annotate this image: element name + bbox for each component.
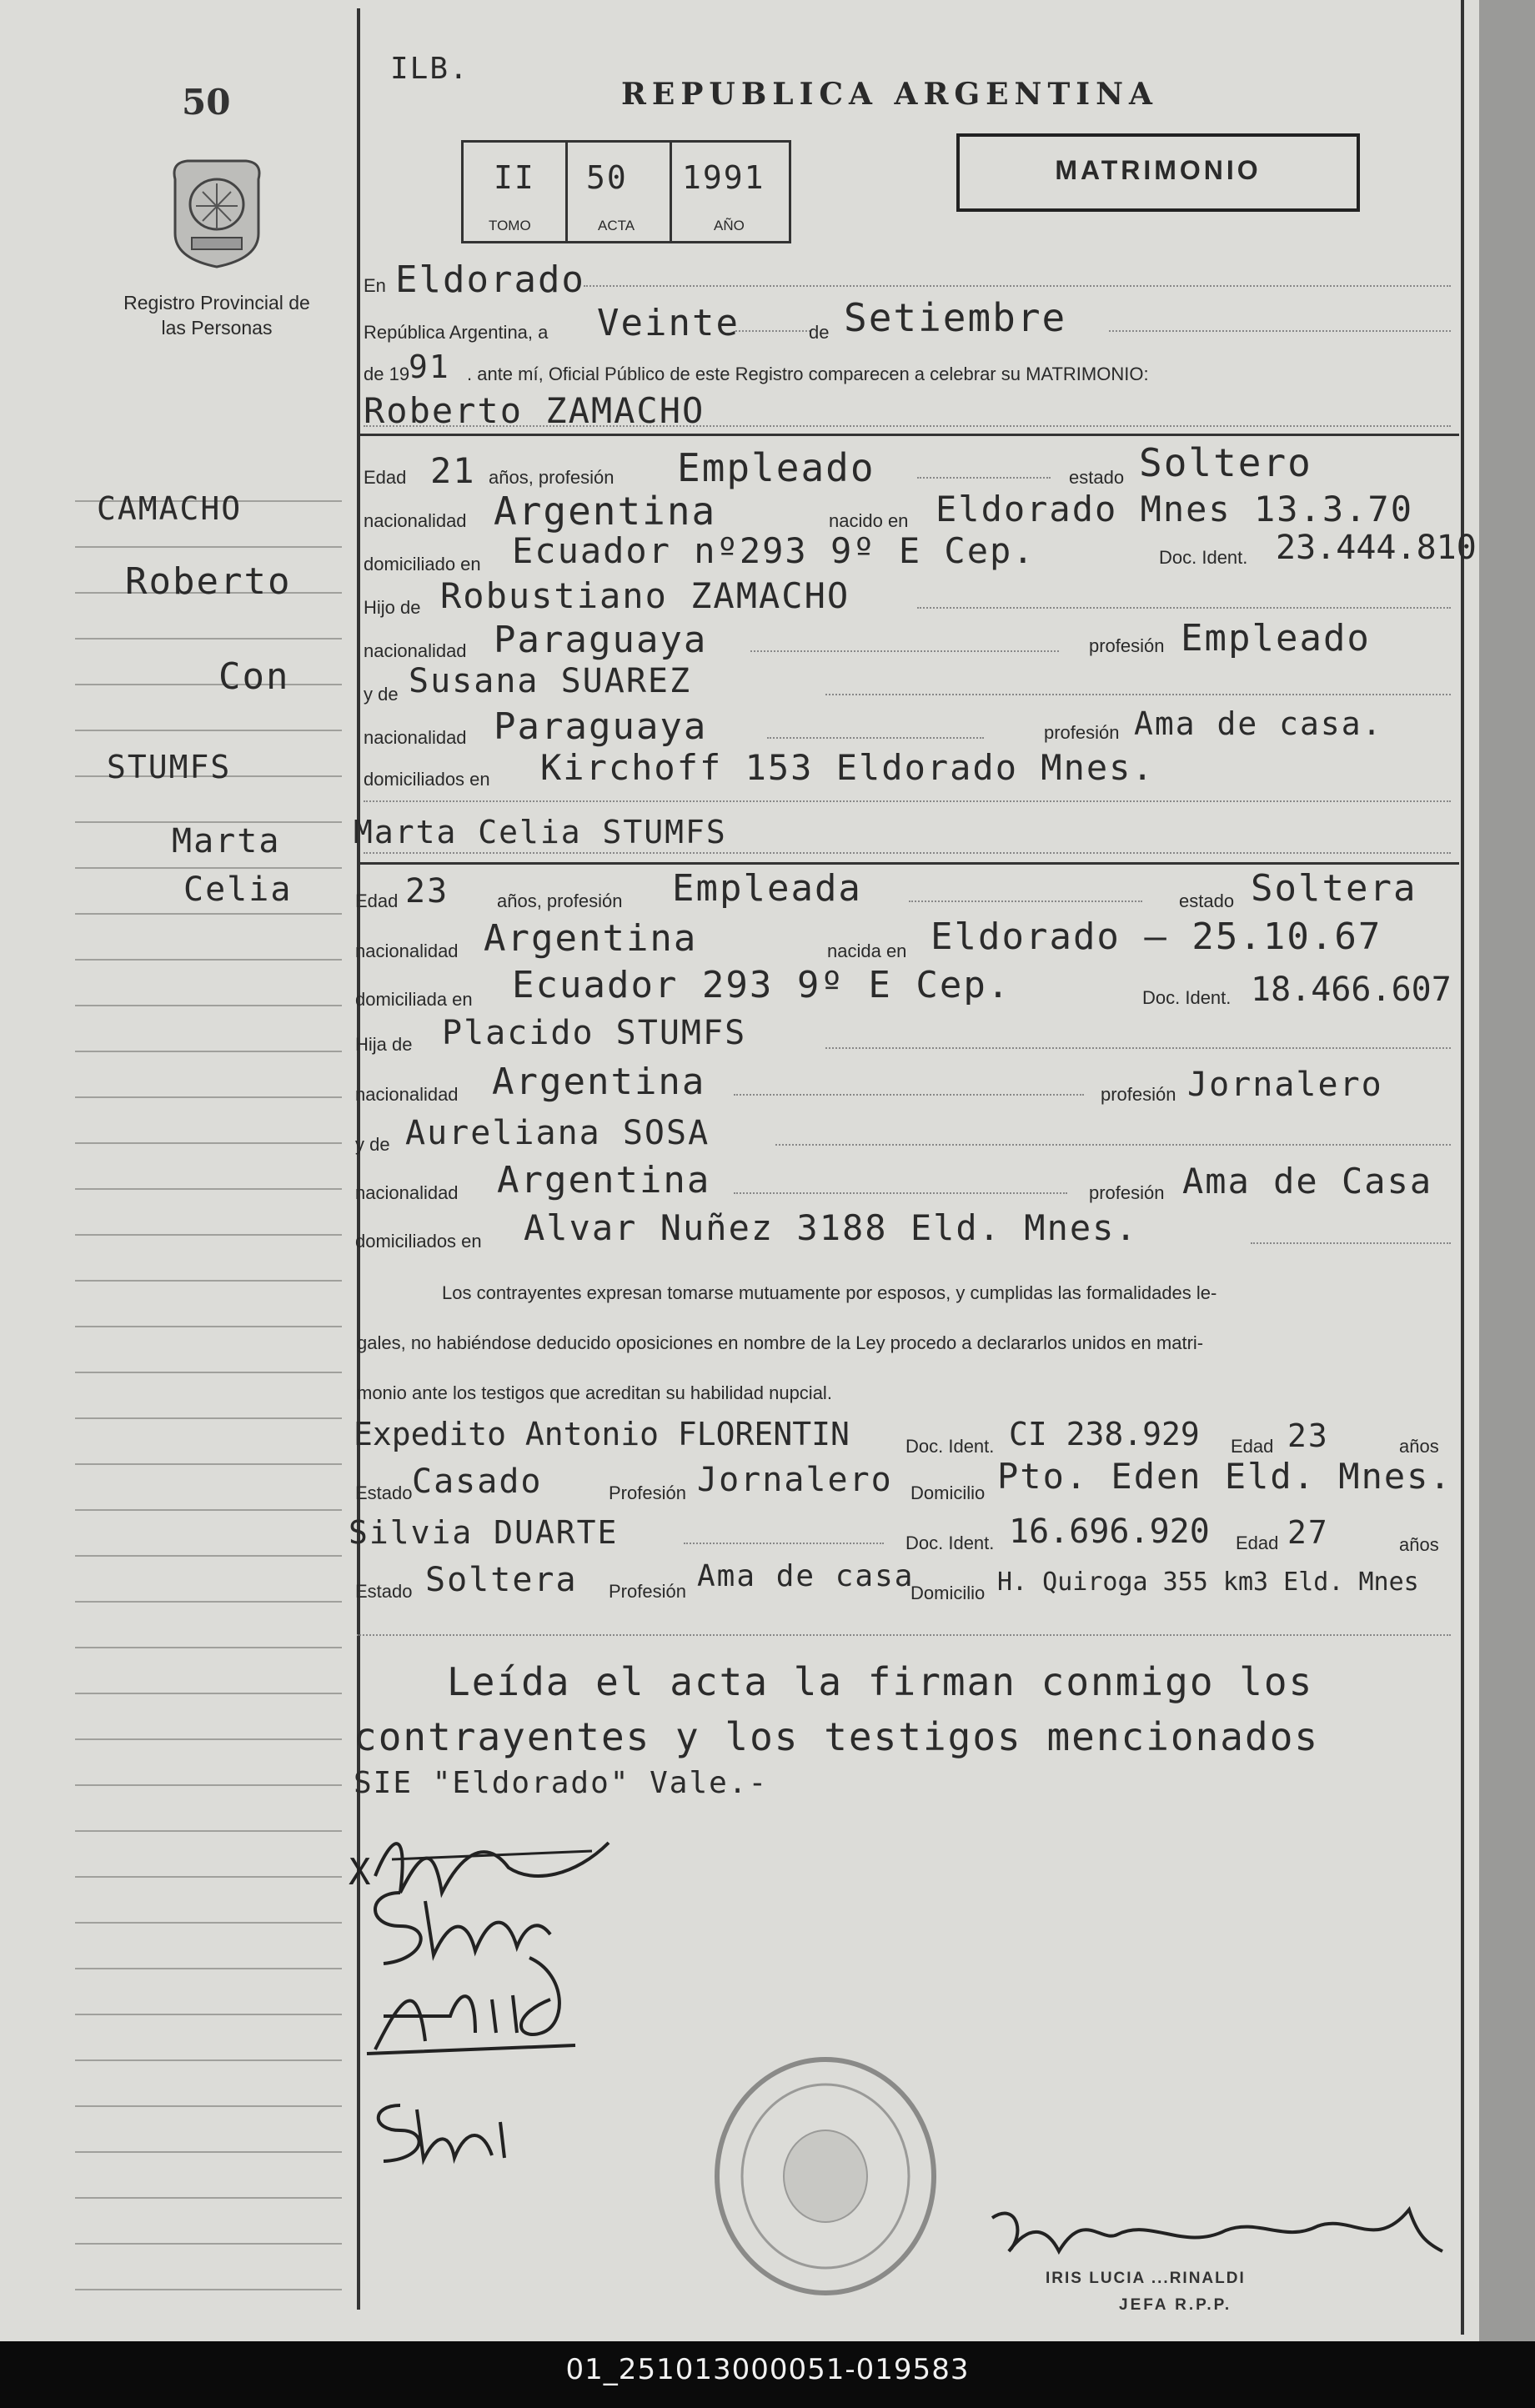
- margin-ruled-line: [75, 1234, 342, 1236]
- bride-nacionalidad: Argentina: [484, 917, 698, 960]
- margin-ruled-line: [75, 1876, 342, 1878]
- witness2-dom-label: Domicilio: [910, 1583, 986, 1603]
- act-type-label: MATRIMONIO: [1055, 155, 1262, 185]
- bride-nacionalidad-label: nacionalidad: [355, 941, 459, 961]
- witness2-dom: H. Quiroga 355 km3 Eld. Mnes: [997, 1568, 1419, 1597]
- margin-ruled-line: [75, 2243, 342, 2245]
- official-name: IRIS LUCIA ...RINALDI: [1046, 2270, 1246, 2287]
- month: Setiembre: [844, 295, 1067, 340]
- groom-father-prof: Empleado: [1181, 617, 1371, 660]
- margin-ruled-line: [75, 1096, 342, 1098]
- witness1-doc: CI 238.929: [1009, 1416, 1200, 1452]
- witness1-dom-label: Domicilio: [910, 1482, 986, 1503]
- witness2-doc: 16.696.920: [1009, 1513, 1210, 1551]
- acta-label: ACTA: [598, 218, 635, 233]
- margin-ruled-line: [75, 2105, 342, 2107]
- margin-note-bride-first: Marta: [172, 822, 281, 860]
- margin-ruled-line: [75, 1784, 342, 1786]
- margin-ruled-line: [75, 1693, 342, 1694]
- groom-mother-nac: Paraguaya: [494, 705, 708, 748]
- bride-domicilio-label: domiciliada en: [355, 989, 473, 1010]
- margin-ruled-line: [75, 913, 342, 915]
- margin-ruled-line: [75, 867, 342, 869]
- witness2-prof-label: Profesión: [609, 1581, 686, 1602]
- groom-father-prof-label: profesión: [1089, 635, 1165, 656]
- groom-hijo-label: Hijo de: [364, 597, 421, 618]
- signature-witness2-name: [0, 0, 1, 1]
- place: Eldorado: [395, 258, 585, 301]
- tomo-value: II: [494, 159, 535, 196]
- groom-full-name: Roberto ZAMACHO: [364, 390, 705, 431]
- bride-father: Placido STUMFS: [442, 1014, 747, 1052]
- margin-ruled-line: [75, 1830, 342, 1832]
- page-number: 50: [182, 82, 231, 123]
- bride-nacida: Eldorado — 25.10.67: [931, 916, 1382, 958]
- bride-doc: 18.466.607: [1251, 971, 1452, 1009]
- official-title: JEFA R.P.P.: [1119, 2296, 1232, 2314]
- tomo-cell: [464, 143, 568, 241]
- groom-edad: 21: [430, 450, 476, 491]
- signature-witness2: [359, 2084, 525, 2176]
- groom-doc-label: Doc. Ident.: [1159, 547, 1248, 568]
- declaration-line-1: Los contrayentes expresan tomarse mutuamente por esposos, y cumplidas las formalidades le-: [442, 1282, 1217, 1303]
- ano-cell: [672, 143, 789, 241]
- acta-value: 50: [586, 159, 628, 196]
- groom-estado: Soltero: [1139, 440, 1312, 485]
- bride-edad: 23: [405, 872, 449, 911]
- margin-ruled-line: [75, 1142, 342, 1144]
- bride-yde-label: y de: [355, 1134, 390, 1155]
- margin-note-con: Con: [218, 655, 290, 698]
- image-id: 01_251013000051-019583: [565, 2353, 970, 2386]
- bride-mother-nac: Argentina: [497, 1159, 711, 1201]
- witness2-name: Silvia DUARTE: [349, 1514, 619, 1551]
- groom-mother-nac-label: nacionalidad: [364, 727, 467, 748]
- groom-parents-dom-label: domiciliados en: [364, 769, 490, 790]
- margin-ruled-line: [75, 1005, 342, 1006]
- margin-ruled-line: [75, 1417, 342, 1419]
- margin-ruled-line: [75, 1372, 342, 1373]
- margin-ruled-line: [75, 1922, 342, 1924]
- margin-ruled-line: [75, 1188, 342, 1190]
- margin-ruled-line: [75, 1601, 342, 1603]
- year-prefix: de 19: [364, 364, 410, 384]
- closing-line-2: contrayentes y los testigos mencionados: [354, 1714, 1320, 1759]
- margin-ruled-line: [75, 1326, 342, 1327]
- margin-note-surname: CAMACHO: [97, 490, 243, 527]
- groom-profesion-label: años, profesión: [489, 467, 615, 488]
- margin-ruled-line: [75, 1051, 342, 1052]
- bride-mother-prof: Ama de Casa: [1182, 1161, 1433, 1201]
- signature-witness1: [350, 1949, 600, 2066]
- acta-cell: [568, 143, 672, 241]
- de-label: de: [809, 322, 830, 343]
- groom-father-nac: Paraguaya: [494, 619, 708, 661]
- witness2-edad: 27: [1287, 1514, 1329, 1551]
- witness1-prof: Jornalero: [697, 1461, 893, 1499]
- day: Veinte: [597, 302, 740, 344]
- bride-estado: Soltera: [1251, 867, 1417, 910]
- groom-doc: 23.444.810: [1276, 529, 1477, 567]
- bride-nacida-label: nacida en: [827, 941, 907, 961]
- bride-domicilio: Ecuador 293 9º E Cep.: [512, 964, 1011, 1006]
- witness1-prof-label: Profesión: [609, 1482, 686, 1503]
- registry-name: Registro Provincial de las Personas: [123, 292, 310, 339]
- groom-yde-label: y de: [364, 684, 399, 705]
- declaration-line-2: gales, no habiéndose deducido oposiciones en nombre de la Ley procedo a declararlos unidos en matri-: [357, 1332, 1204, 1353]
- groom-domicilio-label: domiciliado en: [364, 554, 481, 574]
- witness1-edad-label: Edad: [1231, 1436, 1274, 1457]
- tomo-label: TOMO: [489, 218, 531, 233]
- scan-right-edge: [1479, 0, 1535, 2341]
- bride-doc-label: Doc. Ident.: [1142, 987, 1232, 1008]
- groom-estado-label: estado: [1069, 467, 1125, 488]
- witness1-doc-label: Doc. Ident.: [905, 1436, 995, 1457]
- witness1-dom: Pto. Eden Eld. Mnes.: [997, 1456, 1452, 1497]
- groom-nacionalidad-label: nacionalidad: [364, 510, 467, 531]
- margin-ruled-line: [75, 2289, 342, 2290]
- witness1-edad: 23: [1287, 1417, 1329, 1454]
- bride-edad-label: Edad: [355, 890, 399, 911]
- bride-mother-nac-label: nacionalidad: [355, 1182, 459, 1203]
- witness2-prof: Ama de casa: [697, 1559, 915, 1593]
- margin-ruled-line: [75, 959, 342, 961]
- margin-ruled-line: [75, 2014, 342, 2015]
- republica-label: República Argentina, a: [364, 322, 549, 343]
- bride-mother-prof-label: profesión: [1089, 1182, 1165, 1203]
- year-suffix: 91: [409, 349, 450, 385]
- witness2-anos-label: años: [1399, 1534, 1439, 1555]
- witness1-estado-label: Estado: [355, 1482, 413, 1503]
- bride-father-prof: Jornalero: [1187, 1066, 1383, 1104]
- groom-father-nac-label: nacionalidad: [364, 640, 467, 661]
- bride-parents-dom: Alvar Nuñez 3188 Eld. Mnes.: [524, 1207, 1138, 1248]
- record-box: [461, 140, 791, 243]
- closing-line-3: SIE "Eldorado" Vale.-: [354, 1766, 769, 1800]
- witness2-edad-label: Edad: [1236, 1533, 1279, 1553]
- witness1-anos-label: años: [1399, 1436, 1439, 1457]
- margin-ruled-line: [75, 1555, 342, 1557]
- margin-ruled-line: [75, 638, 342, 640]
- groom-mother-prof-label: profesión: [1044, 722, 1120, 743]
- margin-ruled-line: [75, 1647, 342, 1648]
- groom-domicilio: Ecuador nº293 9º E Cep.: [512, 530, 1036, 571]
- margin-ruled-line: [75, 2151, 342, 2153]
- margin-ruled-line: [75, 1463, 342, 1465]
- groom-mother: Susana SUAREZ: [409, 662, 692, 700]
- ano-label: AÑO: [714, 218, 745, 233]
- margin-ruled-line: [75, 684, 342, 685]
- declaration-line-3: monio ante los testigos que acreditan su habilidad nupcial.: [357, 1382, 832, 1403]
- scan-footer-bar: [0, 2341, 1535, 2408]
- margin-ruled-line: [75, 2197, 342, 2199]
- margin-ruled-line: [75, 2059, 342, 2061]
- signature-x-mark: X: [349, 1851, 371, 1894]
- intro-statement: . ante mí, Oficial Público de este Registro comparecen a celebrar su MATRIMONIO:: [467, 364, 1149, 384]
- witness1-estado: Casado: [412, 1462, 543, 1501]
- witness1-name: Expedito Antonio FLORENTIN: [354, 1416, 850, 1452]
- closing-line-1: Leída el acta la firman conmigo los: [447, 1659, 1314, 1704]
- bride-mother: Aureliana SOSA: [405, 1114, 710, 1152]
- bride-hija-label: Hija de: [355, 1034, 413, 1055]
- margin-ruled-line: [75, 1968, 342, 1969]
- bride-profesion-label: años, profesión: [497, 890, 623, 911]
- groom-profesion: Empleado: [677, 445, 875, 490]
- bride-parents-dom-label: domiciliados en: [355, 1231, 482, 1252]
- witness2-estado-label: Estado: [355, 1581, 413, 1602]
- groom-parents-dom: Kirchoff 153 Eldorado Mnes.: [540, 747, 1155, 788]
- margin-ruled-line: [75, 546, 342, 548]
- ano-value: 1991: [682, 159, 765, 196]
- official-stamp-icon: [709, 2051, 942, 2301]
- groom-mother-prof: Ama de casa.: [1134, 705, 1383, 742]
- groom-nacido: Eldorado Mnes 13.3.70: [936, 489, 1414, 529]
- margin-ruled-line: [75, 1280, 342, 1282]
- bride-full-name: Marta Celia STUMFS: [354, 814, 727, 850]
- margin-note-bride-second: Celia: [183, 870, 293, 909]
- witness2-doc-label: Doc. Ident.: [905, 1533, 995, 1553]
- bride-father-prof-label: profesión: [1101, 1084, 1176, 1105]
- groom-nacionalidad: Argentina: [494, 489, 717, 534]
- corner-note: ILB.: [390, 52, 469, 86]
- registry-seal-icon: [163, 154, 271, 271]
- form-right-border: [1461, 0, 1464, 2335]
- groom-father: Robustiano ZAMACHO: [440, 575, 850, 616]
- groom-nacido-label: nacido en: [829, 510, 909, 531]
- bride-father-nac: Argentina: [492, 1061, 706, 1103]
- margin-ruled-line: [75, 1738, 342, 1740]
- margin-ruled-line: [75, 730, 342, 731]
- bride-estado-label: estado: [1179, 890, 1235, 911]
- act-type-box: [956, 133, 1360, 212]
- witness2-estado: Soltera: [425, 1561, 578, 1599]
- bride-father-nac-label: nacionalidad: [355, 1084, 459, 1105]
- en-label: En: [364, 275, 386, 296]
- groom-edad-label: Edad: [364, 467, 407, 488]
- margin-note-firstname: Roberto: [125, 560, 292, 603]
- margin-ruled-line: [75, 1509, 342, 1511]
- bride-profesion: Empleada: [672, 867, 862, 910]
- country-title: REPUBLICA ARGENTINA: [621, 77, 1158, 112]
- margin-note-bride-surname: STUMFS: [107, 749, 232, 785]
- official-signature: [984, 2185, 1451, 2276]
